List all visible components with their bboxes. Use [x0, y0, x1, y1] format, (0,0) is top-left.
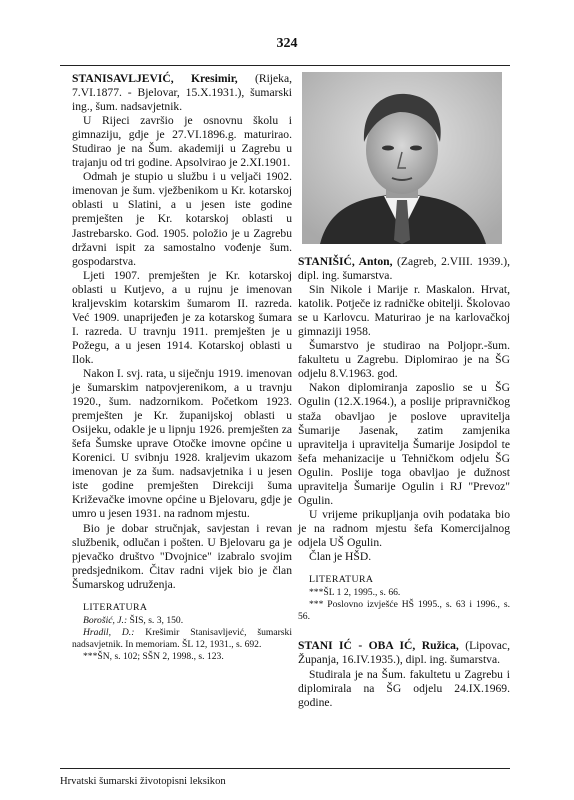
paragraph: Nakon diplomiranja zaposlio se u ŠG Ogulin (12.X.1964.), a poslije pripravničkog staža obavljao je poslove upravitelja Šumarije Jasenak, zatim zamjenika upravitelja i upravitelja Šumarije Josipdol te šefa mehanizacije u Tehničkom odjelu ŠG Ogulin. Poslije toga obavljao je dužnost upravitelja Šumarije Ogulin i RJ "Prevoz" Ogulin. [298, 381, 510, 507]
literature-heading: LITERATURA [309, 574, 374, 586]
top-rule [60, 65, 510, 66]
footer-title: Hrvatski šumarski životopisni leksikon [60, 776, 226, 787]
entry-intro: STANI IĆ - OBA IĆ, Ružica, (Lipovac, Županja, 16.IV.1935.), dipl. ing. šumarstva. [298, 639, 510, 667]
literature-item: Borošić, J.: ŠIS, s. 3, 150. [83, 614, 184, 626]
paragraph: Nakon I. svj. rata, u siječnju 1919. imenovan je šumarskim natpovjerenikom, a u travnju 1920., šum. nadzornikom. Početkom 1923. premješten je Kr. županijskoj oblasti u Osijeku, odakle je u lipnju 1926. premješten za šefa Šumske uprave Otočke imovne općine u Korenici. U svibnju 1928. kraljevim ukazom imenovan je za šum. nadsavjetnika i u jesen iste godine premješten Direkciji šuma Križevačke imovne općine u Bjelovaru, gdje je umro u jesen 1931. na radnom mjestu. [72, 366, 292, 521]
entry-stanisavljevic [72, 72, 292, 663]
paragraph: Odmah je stupio u službu i u veljači 1902. imenovan je šum. vježbenikom u Kr. kotarskoj oblasti u Slatini, a u jesen iste godine premješten je Kr. kotarskoj oblasti u Jastrebarsko. God. 1905. položio je u Zagrebu državni ispit za samostalno vođenje šum. gospodarstva. [72, 170, 292, 268]
portrait-photo-icon [302, 72, 502, 244]
literature-block [72, 602, 292, 663]
entry-intro: STANIŠIĆ, Anton, (Zagreb, 2.VIII. 1939.), dipl. ing. šumarstva. [298, 255, 510, 283]
literature-item: *** Poslovno izvješće HŠ 1995., s. 63 i 1996., s. 56. [298, 599, 510, 623]
paragraph: Sin Nikole i Marije r. Maskalon. Hrvat, katolik. Potječe iz radničke obitelji. Školovao se u Karlovcu. Maturirao je na karlovačkoj gimnaziji 1958. [298, 283, 510, 339]
literature-item: ***ŠL 1 2, 1995., s. 66. [309, 587, 401, 599]
paragraph: Bio je dobar stručnjak, savjestan i revan službenik, odlučan i pošten. U Bjelovaru ga je pjevačko društvo "Dvojnice" izabralo svojim predsjednikom. Čitav radni vijek bio je član Šumarskog udruženja. [72, 521, 292, 591]
literature-block [298, 574, 510, 623]
literature-item: ***ŠN, s. 102; SŠN 2, 1998., s. 123. [83, 651, 224, 663]
page-number: 324 [276, 36, 298, 51]
entry-name: STANISAVLJEVIĆ, Kresimir, [72, 72, 238, 85]
literature-heading: LITERATURA [83, 601, 148, 613]
paragraph: U vrijeme prikupljanja ovih podataka bio je na radnom mjestu šefa Komercijalnog odjela UŠ Ogulin. [298, 507, 510, 549]
entry-stanisic-anton [298, 255, 510, 710]
entry-name: STANI IĆ - OBA IĆ, Ružica, [298, 639, 459, 653]
entry-stanisic-obasic [298, 639, 510, 709]
entry-name: STANIŠIĆ, Anton, [298, 255, 393, 268]
portrait-photo [302, 72, 502, 244]
literature-item: Hradil, D.: Krešimir Stanisavljević, šumarski nadsavjetnik. In memoriam. ŠL 12, 1931., s. 692. [72, 626, 292, 651]
paragraph: Član je HŠD. [309, 549, 372, 563]
paragraph: Šumarstvo je studirao na Poljopr.-šum. fakultetu u Zagrebu. Diplomirao je na ŠG odjelu 8.V.1963. god. [298, 339, 510, 381]
entry-intro: STANISAVLJEVIĆ, Kresimir, (Rijeka, 7.VI.1877. - Bjelovar, 15.X.1931.), šumarski ing., šum. nadsavjetnik. [72, 72, 292, 114]
paragraph: Studirala je na Šum. fakultetu u Zagrebu i diplomirala na ŠG odjelu 24.IX.1969. godine. [298, 667, 510, 709]
bottom-rule [60, 768, 510, 769]
paragraph: Ljeti 1907. premješten je Kr. kotarskoj oblasti u Kutjevo, a u rujnu je imenovan kraljevskim kotarskim šumarom II. razreda. Već 1909. unaprijeđen je za kotarskog šumara I. razreda. U travnju 1911. premješten je u Požegu, a u jesen 1914. Kotarskoj oblasti u Ilok. [72, 268, 292, 366]
paragraph: U Rijeci završio je osnovnu školu i gimnaziju, gdje je 27.VI.1896.g. maturirao. Studirao je na Šum. akademiji u Zagrebu u trajanju od tri godine. Apsolvirao je 2.XI.1901. [72, 114, 292, 170]
